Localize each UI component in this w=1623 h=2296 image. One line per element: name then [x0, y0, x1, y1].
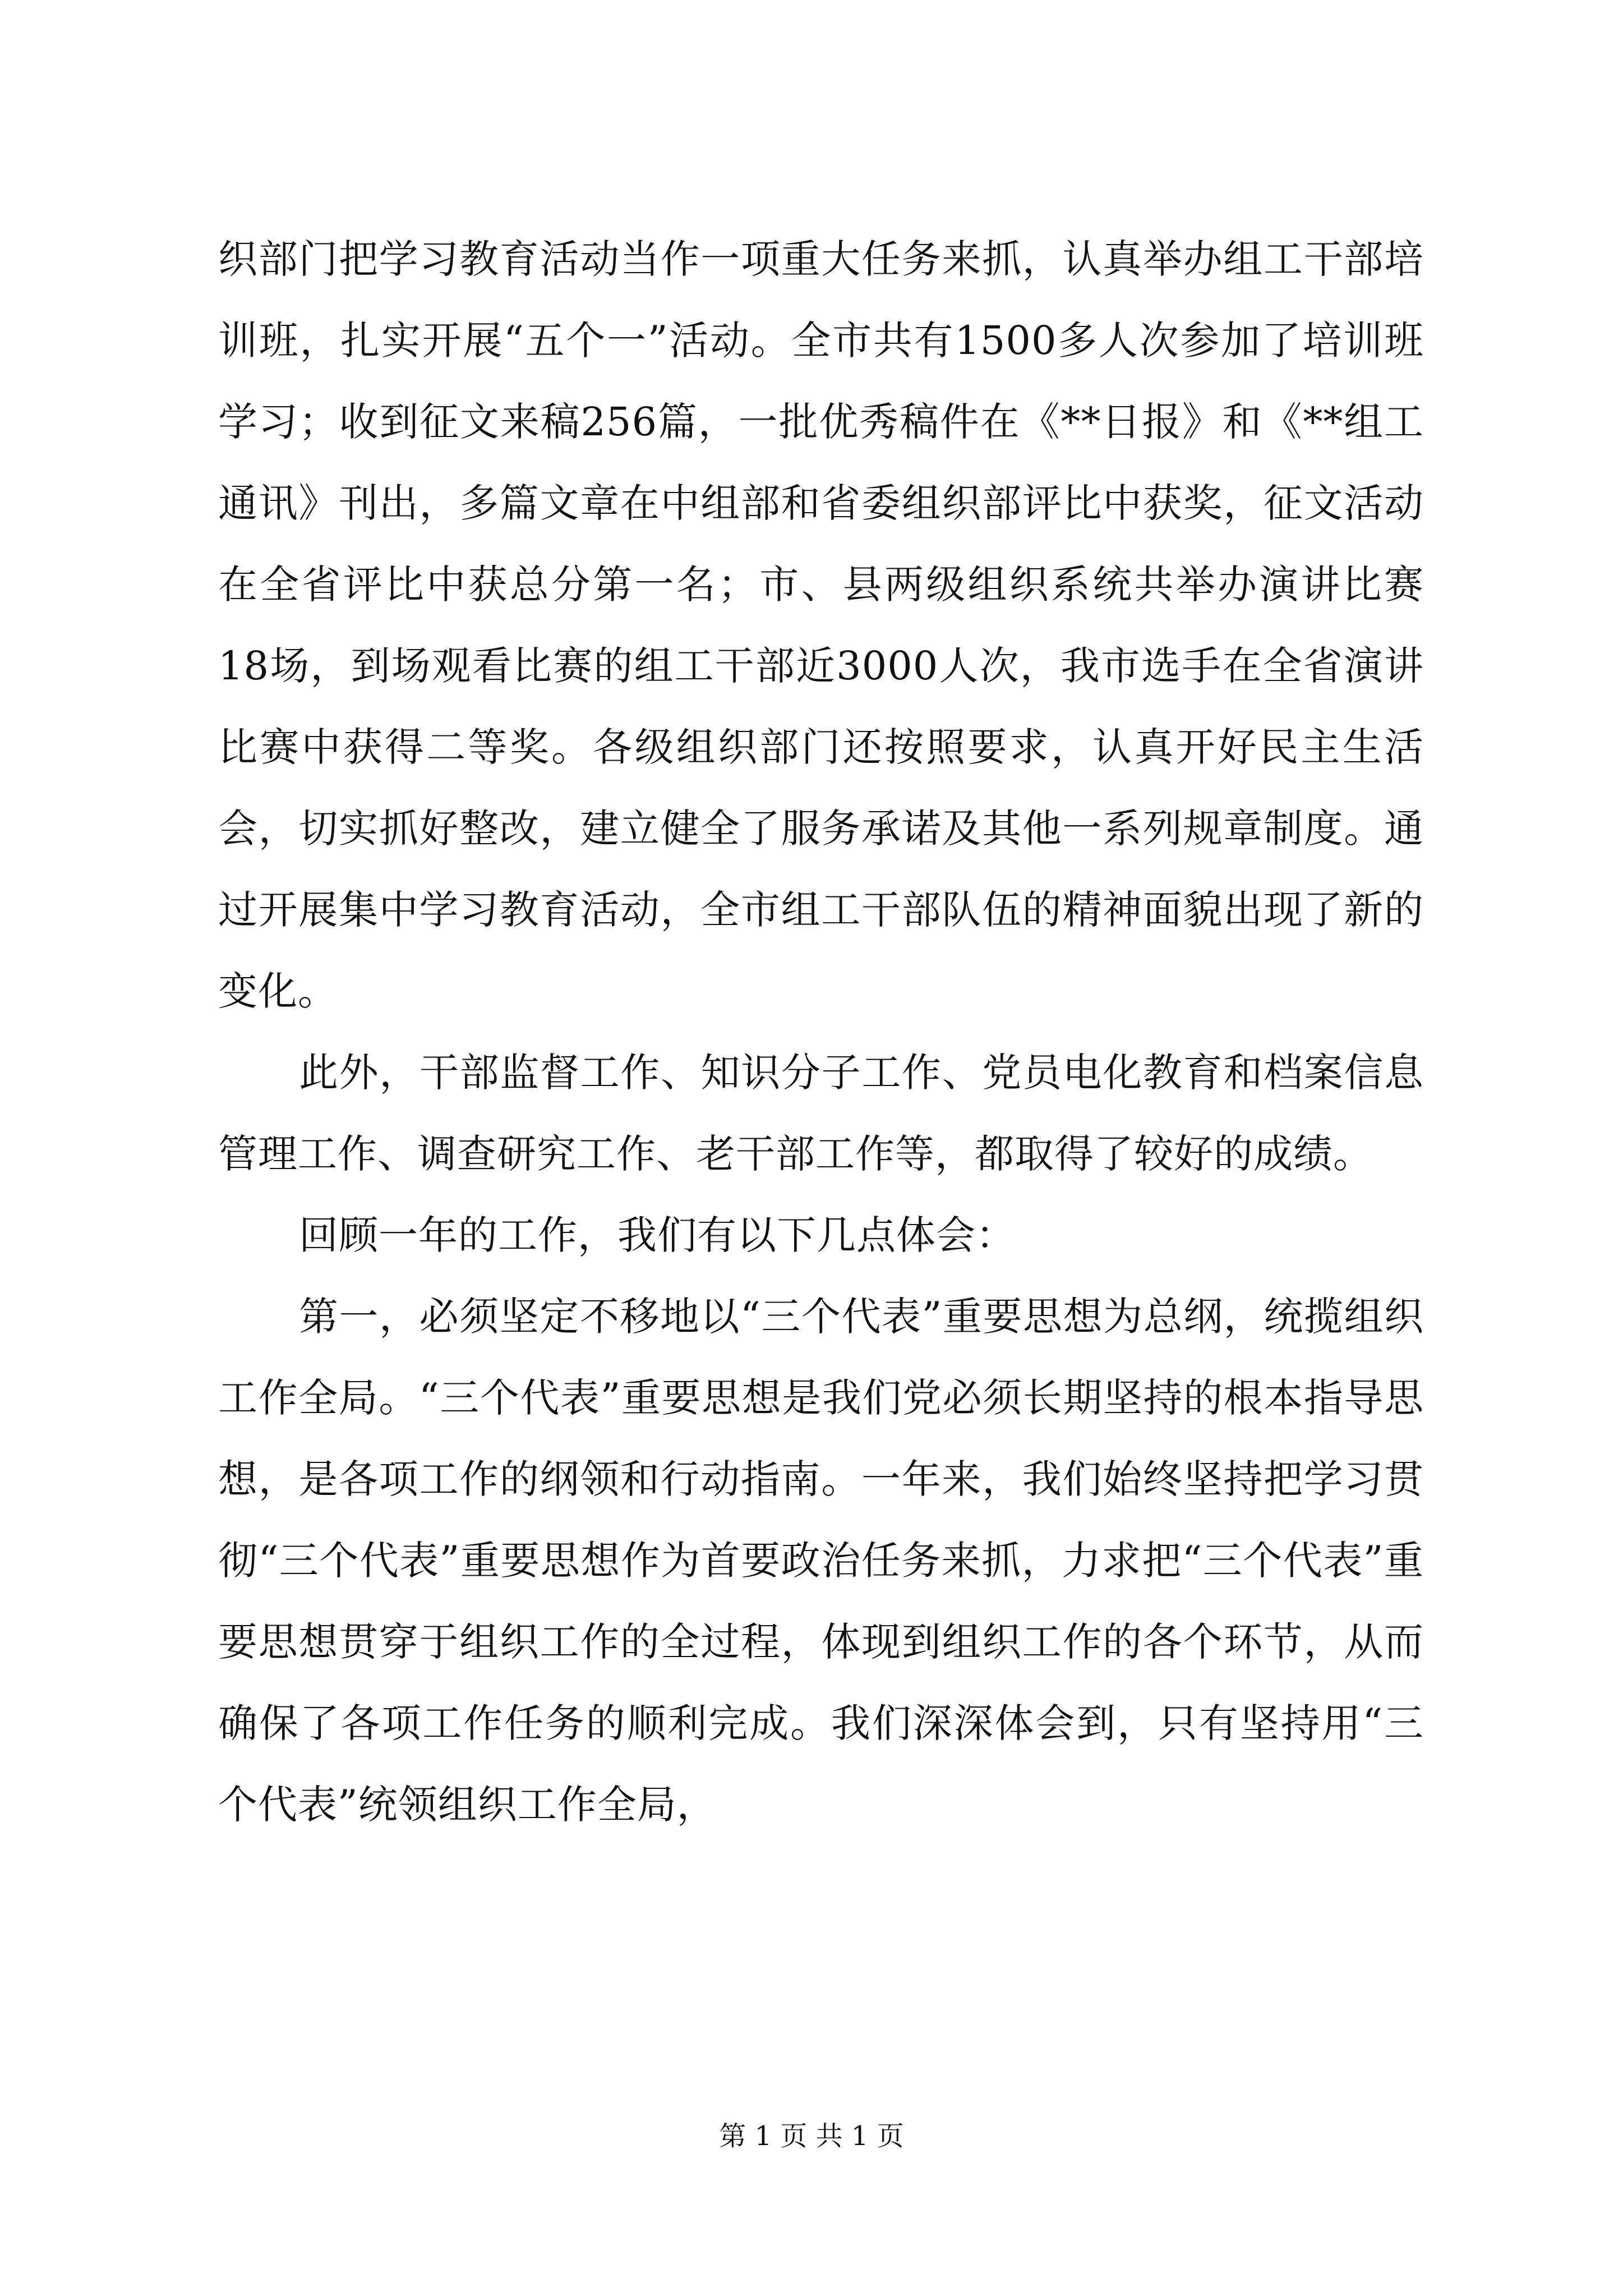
paragraph-3: 回顾一年的工作，我们有以下几点体会： [299, 1212, 1016, 1258]
page-footer: 第 1 页 共 1 页 [719, 2120, 904, 2152]
paragraph-2: 此外，干部监督工作、知识分子工作、党员电化教育和档案信息管理工作、调查研究工作、老干部工作等，都取得了较好的成绩。 [218, 1050, 1424, 1177]
paragraph-4: 第一，必须坚定不移地以“三个代表”重要思想为总纲，统揽组织工作全局。“三个代表”重要思想是我们党必须长期坚持的根本指导思想，是各项工作的纲领和行动指南。一年来，我们始终坚持把学习贯彻“三个代表”重要思想作为首要政治任务来抓，力求把“三个代表”重要思想贯穿于组织工作的全过程，体现到组织工作的各个环节，从而确保了各项工作任务的顺利完成。我们深深体会到，只有坚持用“三个代表”统领组织工作全局， [218, 1294, 1424, 1828]
paragraph-1: 织部门把学习教育活动当作一项重大任务来抓，认真举办组工干部培训班，扎实开展“五个一”活动。全市共有1500多人次参加了培训班学习；收到征文来稿256篇，一批优秀稿件在《**日报》和《**组工通讯》刊出，多篇文章在中组部和省委组织部评比中获奖，征文活动在全省评比中获总分第一名；市、县两级组织系统共举办演讲比赛18场，到场观看比赛的组工干部近3000人次，我市选手在全省演讲比赛中获得二等奖。各级组织部门还按照要求，认真开好民主生活会，切实抓好整改，建立健全了服务承诺及其他一系列规章制度。通过开展集中学习教育活动，全市组工干部队伍的精神面貌出现了新的变化。 [218, 236, 1424, 1014]
document-body [218, 219, 1424, 1846]
